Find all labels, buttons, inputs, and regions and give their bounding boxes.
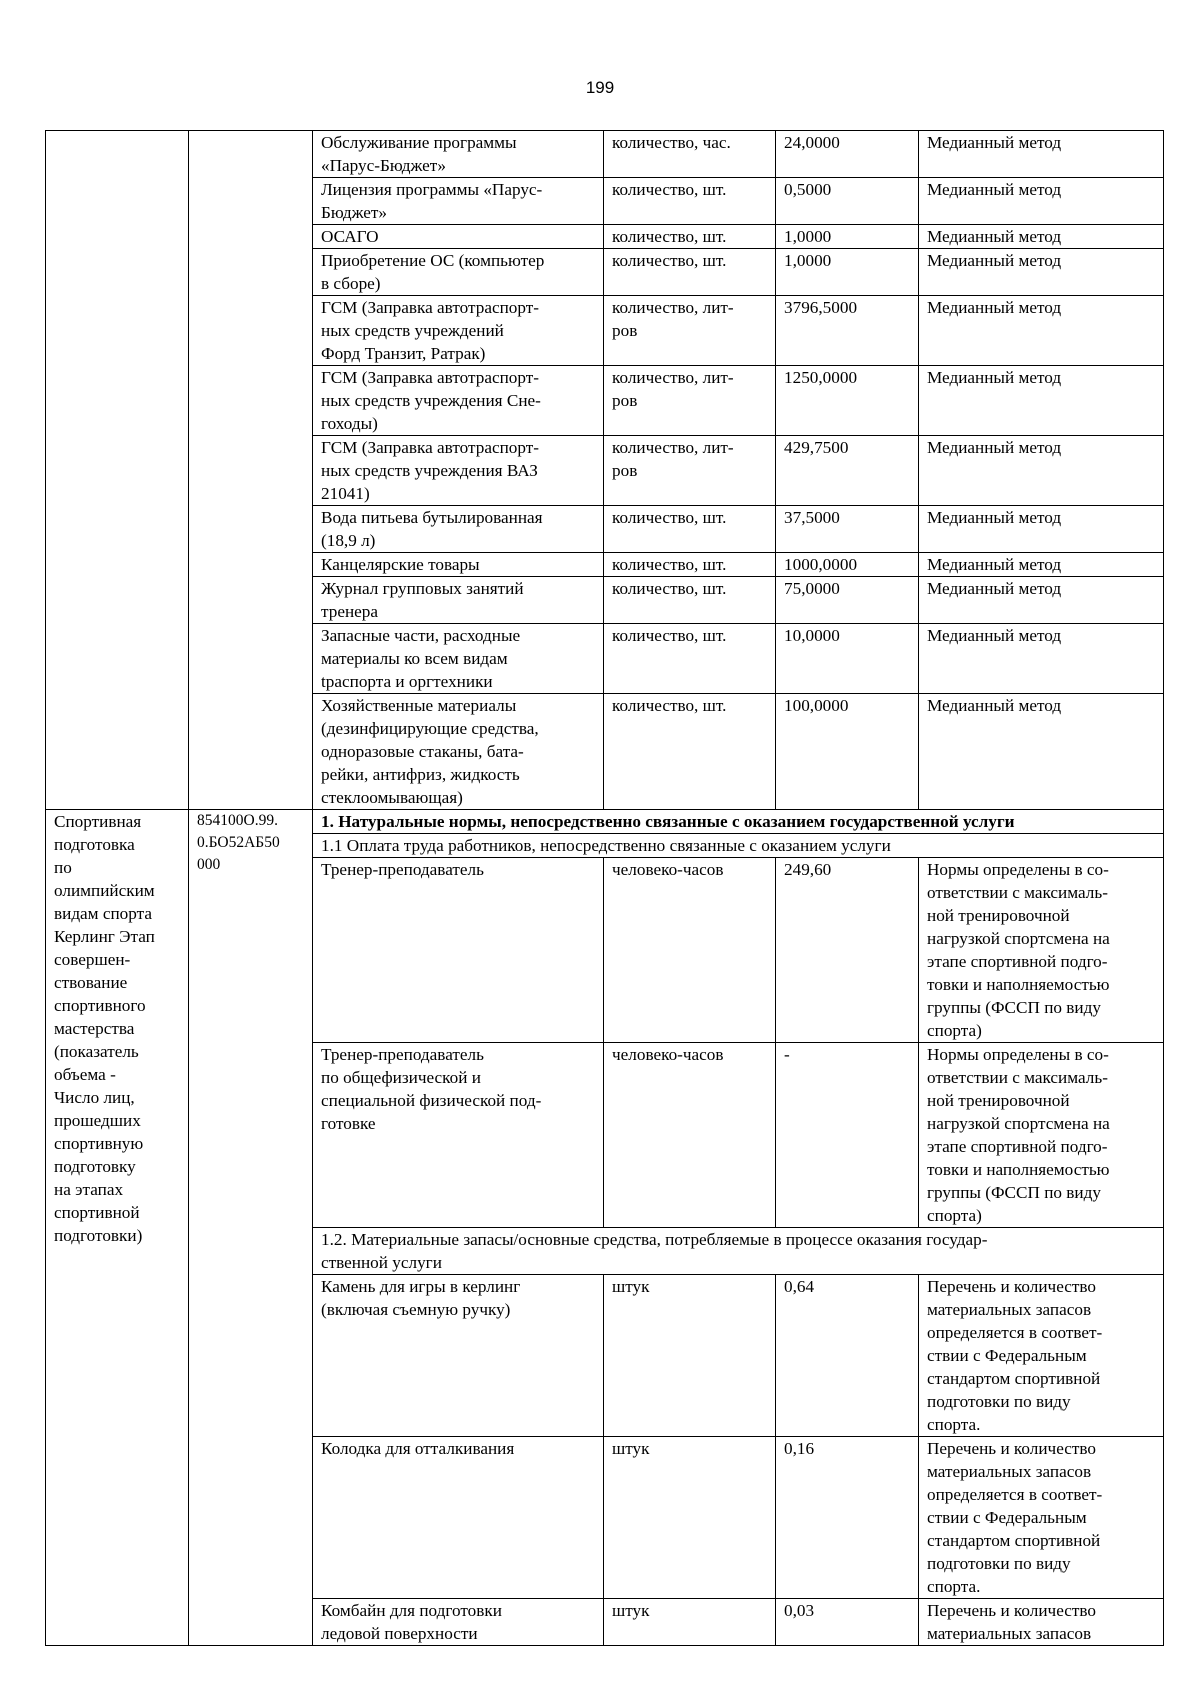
item-method: Медианный метод	[919, 296, 1164, 366]
item-method: Медианный метод	[919, 366, 1164, 436]
item-value: 0,03	[776, 1599, 919, 1646]
item-method: Медианный метод	[919, 694, 1164, 810]
item-method: Медианный метод	[919, 624, 1164, 694]
item-unit: количество, шт.	[604, 577, 776, 624]
item-unit: количество, лит- ров	[604, 366, 776, 436]
item-value: 1,0000	[776, 225, 919, 249]
item-method: Медианный метод	[919, 436, 1164, 506]
item-unit: штук	[604, 1275, 776, 1437]
item-value: 1,0000	[776, 249, 919, 296]
item-name: Вода питьева бутылированная (18,9 л)	[313, 506, 604, 553]
item-method: Перечень и количество материальных запасов определяется в соответ- ствии с Федеральным стандартом спортивной подготовки по виду спорта.	[919, 1275, 1164, 1437]
item-name: Обслуживание программы «Парус-Бюджет»	[313, 131, 604, 178]
item-method: Нормы определены в со- ответствии с максималь- ной тренировочной нагрузкой спортсмена на этапе спортивной подго- товки и наполняемостью группы (ФССП по виду спорта)	[919, 1043, 1164, 1228]
section-1-1-title: 1.1 Оплата труда работников, непосредственно связанные с оказанием услуги	[313, 834, 1164, 858]
page-number: 199	[585, 78, 615, 97]
item-name: Канцелярские товары	[313, 553, 604, 577]
item-name: ГСМ (Заправка автотраспорт- ных средств учреждения Сне- гоходы)	[313, 366, 604, 436]
item-unit: количество, шт.	[604, 178, 776, 225]
item-value: 24,0000	[776, 131, 919, 178]
item-unit: количество, лит- ров	[604, 436, 776, 506]
item-method: Перечень и количество материальных запасов	[919, 1599, 1164, 1646]
item-method: Медианный метод	[919, 225, 1164, 249]
service-code: 854100О.99. 0.БО52АБ50 000	[189, 810, 313, 1646]
item-value: 3796,5000	[776, 296, 919, 366]
item-value: 37,5000	[776, 506, 919, 553]
item-value: 75,0000	[776, 577, 919, 624]
service-name: Спортивная подготовка по олимпийским видам спорта Керлинг Этап совершен- ствование спортивного мастерства (показатель объема - Число лиц, прошедших спортивную подготовку на этапах спортивной подготовки)	[46, 810, 189, 1646]
section-row	[46, 810, 1164, 834]
item-name: Хозяйственные материалы (дезинфицирующие средства, одноразовые стаканы, бата- рейки, антифриз, жидкость стеклоомывающая)	[313, 694, 604, 810]
item-unit: количество, шт.	[604, 225, 776, 249]
item-name: ОСАГО	[313, 225, 604, 249]
item-unit: количество, шт.	[604, 553, 776, 577]
table-row	[46, 131, 1164, 178]
item-method: Медианный метод	[919, 577, 1164, 624]
item-unit: количество, лит- ров	[604, 296, 776, 366]
item-name: Запасные части, расходные материалы ко всем видам tраспорта и оргтехники	[313, 624, 604, 694]
empty-code-cell	[189, 131, 313, 810]
item-method: Медианный метод	[919, 249, 1164, 296]
section-1-title: 1. Натуральные нормы, непосредственно связанные с оказанием государственной услуги	[313, 810, 1164, 834]
item-method: Медианный метод	[919, 131, 1164, 178]
item-unit: количество, шт.	[604, 624, 776, 694]
norms-table	[45, 130, 1164, 1646]
item-value: 1250,0000	[776, 366, 919, 436]
item-value: 249,60	[776, 858, 919, 1043]
item-name: Тренер-преподаватель по общефизической и специальной физической под- готовке	[313, 1043, 604, 1228]
item-unit: человеко-часов	[604, 858, 776, 1043]
item-unit: количество, час.	[604, 131, 776, 178]
item-value: 0,5000	[776, 178, 919, 225]
item-name: Камень для игры в керлинг (включая съемную ручку)	[313, 1275, 604, 1437]
section-1-2-title: 1.2. Материальные запасы/основные средства, потребляемые в процессе оказания государ- ственной услуги	[313, 1228, 1164, 1275]
item-name: ГСМ (Заправка автотраспорт- ных средств учреждений Форд Транзит, Ратрак)	[313, 296, 604, 366]
item-name: Приобретение ОС (компьютер в сборе)	[313, 249, 604, 296]
item-unit: человеко-часов	[604, 1043, 776, 1228]
item-value: 10,0000	[776, 624, 919, 694]
item-unit: количество, шт.	[604, 694, 776, 810]
empty-service-cell	[46, 131, 189, 810]
item-value: 100,0000	[776, 694, 919, 810]
item-value: 1000,0000	[776, 553, 919, 577]
item-method: Нормы определены в со- ответствии с максималь- ной тренировочной нагрузкой спортсмена на этапе спортивной подго- товки и наполняемостью группы (ФССП по виду спорта)	[919, 858, 1164, 1043]
item-method: Перечень и количество материальных запасов определяется в соответ- ствии с Федеральным стандартом спортивной подготовки по виду спорта.	[919, 1437, 1164, 1599]
item-name: Комбайн для подготовки ледовой поверхности	[313, 1599, 604, 1646]
item-name: ГСМ (Заправка автотраспорт- ных средств учреждения ВАЗ 21041)	[313, 436, 604, 506]
item-value: 0,64	[776, 1275, 919, 1437]
item-unit: штук	[604, 1599, 776, 1646]
item-name: Журнал групповых занятий тренера	[313, 577, 604, 624]
item-value: 429,7500	[776, 436, 919, 506]
item-value: 0,16	[776, 1437, 919, 1599]
item-method: Медианный метод	[919, 506, 1164, 553]
item-name: Колодка для отталкивания	[313, 1437, 604, 1599]
item-unit: штук	[604, 1437, 776, 1599]
item-name: Тренер-преподаватель	[313, 858, 604, 1043]
item-method: Медианный метод	[919, 178, 1164, 225]
item-unit: количество, шт.	[604, 249, 776, 296]
item-unit: количество, шт.	[604, 506, 776, 553]
item-value: -	[776, 1043, 919, 1228]
item-method: Медианный метод	[919, 553, 1164, 577]
item-name: Лицензия программы «Парус- Бюджет»	[313, 178, 604, 225]
